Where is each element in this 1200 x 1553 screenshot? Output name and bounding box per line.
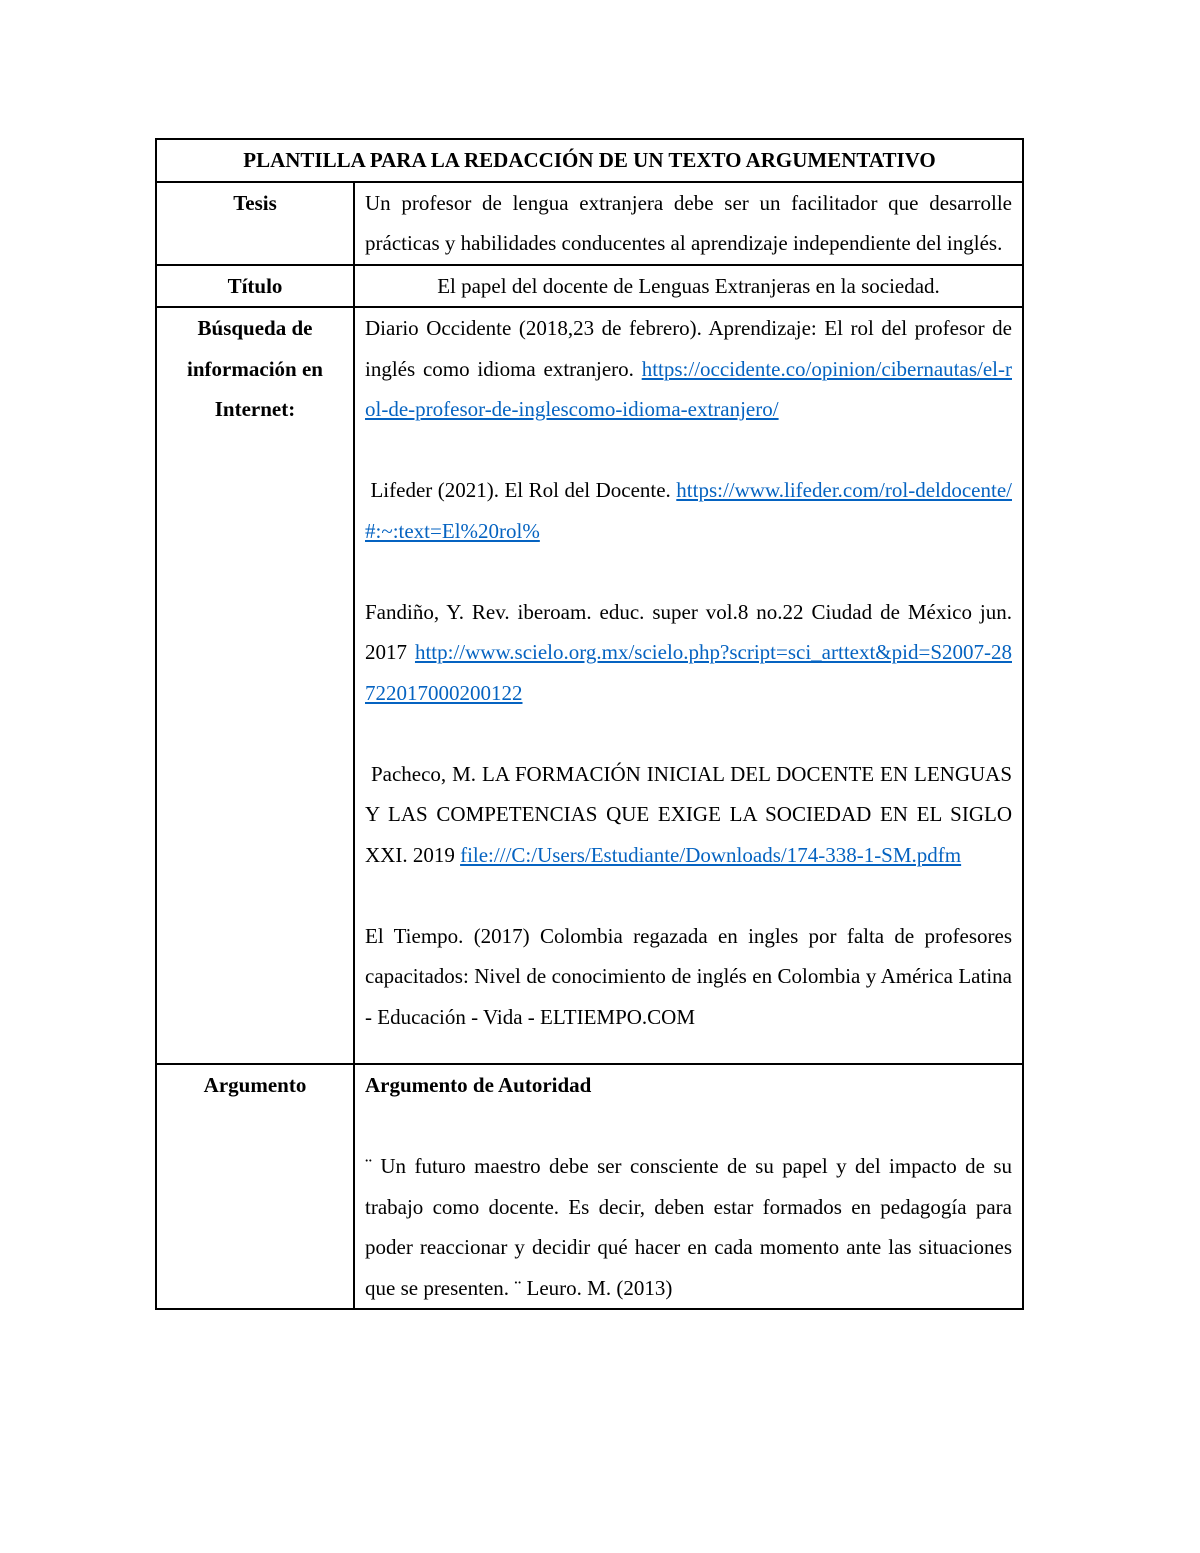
reference-text: Diario Occidente (2018,23 de febrero). Aprendizaje: El rol del profesor de inglés como idioma extranjero. [365,316,1012,381]
reference-link[interactable]: file:///C:/Users/Estudiante/Downloads/174-338-1-SM.pdfm [460,842,962,867]
reference-item [365,916,1012,1038]
tesis-row [156,182,1023,265]
busqueda-row [156,307,1023,1064]
tesis-label: Tesis [156,182,354,265]
reference-item [365,308,1012,430]
reference-link[interactable]: http://www.scielo.org.mx/scielo.php?script=sci_arttext&pid=S2007-28722017000200122 [365,640,1012,705]
titulo-row [156,265,1023,308]
reference-item [365,470,1012,551]
reference-text: Lifeder (2021). El Rol del Docente. [365,478,671,502]
titulo-text: El papel del docente de Lenguas Extranjeras en la sociedad. [354,265,1023,308]
argument-quote: ¨ Un futuro maestro debe ser consciente de su papel y del impacto de su trabajo como docente. Es decir, deben estar formados en pedagogía para poder reaccionar y decidir qué hacer en cada momento ante las situaciones que se presenten. ¨ Leuro. M. (2013) [365,1154,1012,1300]
reference-item [365,754,1018,876]
reference-text: El Tiempo. (2017) Colombia regazada en ingles por falta de profesores capacitados: Nivel de conocimiento de inglés en Colombia y América Latina - Educación - Vida - ELTIEMPO.COM [365,923,1012,1029]
argumento-row [156,1064,1023,1309]
argumento-content [354,1064,1023,1309]
reference-link[interactable]: https://www.lifeder.com/rol-deldocente/#:~:text=El%20rol% [365,478,1012,543]
table-title: PLANTILLA PARA LA REDACCIÓN DE UN TEXTO ARGUMENTATIVO [156,139,1023,182]
busqueda-refs [354,307,1023,1064]
reference-link[interactable]: https://occidente.co/opinion/cibernautas/el-rol-de-profesor-de-inglescomo-idioma-extranjero/ [365,356,1012,421]
titulo-label: Título [156,265,354,308]
header-row [156,139,1023,182]
reference-text: Fandiño, Y. Rev. iberoam. educ. super vol.8 no.22 Ciudad de México jun. 2017 [365,599,1012,664]
busqueda-label: Búsqueda de información en Internet: [156,307,354,1064]
argumentative-template-table [155,138,1024,1310]
tesis-text: Un profesor de lengua extranjera debe ser un facilitador que desarrolle prácticas y habilidades conducentes al aprendizaje independiente del inglés. [354,182,1023,265]
argument-type: Argumento de Autoridad [365,1073,592,1097]
reference-text: Pacheco, M. LA FORMACIÓN INICIAL DEL DOCENTE EN LENGUAS Y LAS COMPETENCIAS QUE EXIGE LA SOCIEDAD EN EL SIGLO XXI. 2019 [365,761,1018,867]
reference-item [365,592,1012,714]
argumento-label: Argumento [156,1064,354,1309]
